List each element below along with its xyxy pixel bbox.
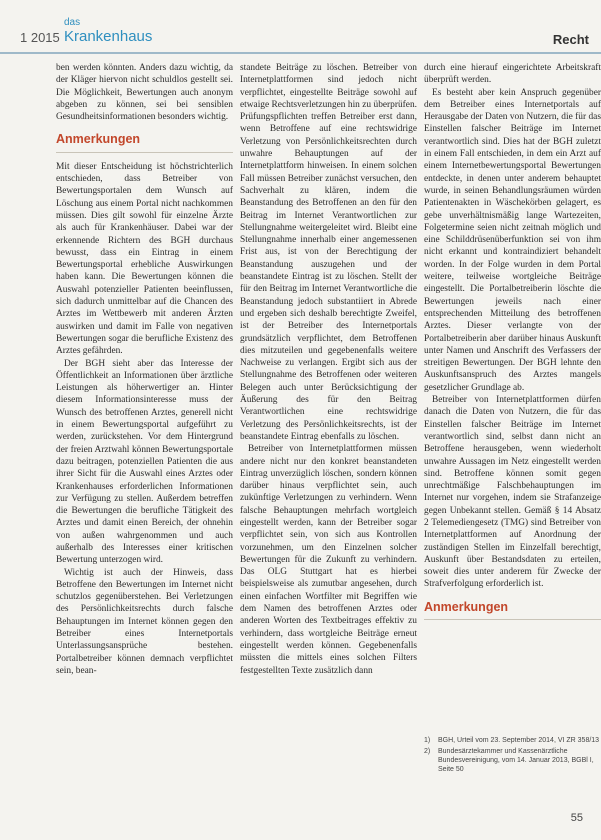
heading-divider — [56, 152, 233, 153]
page-header — [0, 0, 601, 56]
section-heading: Anmerkungen — [56, 132, 141, 147]
paragraph: Wichtig ist auch der Hinweis, dass Betroffene den Bewertungen im Internet nicht schutzlos gegenüberstehen. Bei Verletzungen des Persönlichkeitsrechts durch falsche Behauptungen im Internet können gegen den Betreiber eines Internetportals Unterlassungsansprüche bestehen. Portalbetreiber können demnach verpflichtet sein, bean- — [56, 567, 233, 676]
paragraph: Betreiber von Internetplattformen müssen andere nicht nur den konkret beanstandeten Eintrag unverzüglich löschen, sondern können darüber hinaus verpflichtet sein, auch zukünftige Verletzungen zu verhindern. Wenn falsche Behauptungen mehrfach wortgleich eingestellt werden, kann der Betreiber sogar verpflichtet sein, von sich aus Kontrollen vorzunehmen, um den Einzelnen solcher Bewertungen für die Zukunft zu verhindern. Das OLG Stuttgart hat es hierbei beispielsweise als zumutbar angesehen, durch einen einfachen Wortfilter mit Begriffen wie dem Namen des betroffenen Arztes oder anderen Worten des Textbeitrages effektiv zu verhindern, dass wortgleiche Beiträge erneut eingestellt werden können. Gegebenenfalls müssten die mittels eines solchen Filters festgestellten Texte zusätzlich dann — [240, 444, 417, 676]
paragraph: Der BGH sieht aber das Interesse der Öffentlichkeit an Informationen über ärztliche Leistungen als höherwertiger an. Hinter diesem Informationsinteresse muss der Wunsch des betroffenen Arztes, generell nicht in einem Bewertungsportal aufgeführt zu werden, zurückstehen. Vor dem Hintergrund der freien Arztwahl können Bewertungsportale dazu beitragen, potenziellen Patienten die aus ihrer Sicht für die Auswahl eines Arztes oder Krankenhauses erforderlichen Informationen zur Verfügung zu stellen. Außerdem betreffen die Bewertungen die berufliche Tätigkeit des Arztes und damit einen Bereich, der ohnehin von außen wahrgenommen und auch außerhalb des Interesses einer kritischen Bewertung unterzogen wird. — [56, 358, 233, 566]
logo-main-text: Krankenhaus — [64, 28, 153, 45]
footnote-text: BGH, Urteil vom 23. September 2014, VI ZR 358/13 — [438, 737, 600, 744]
paragraph: durch eine hierauf eingerichtete Arbeitskraft überprüft werden. — [424, 63, 601, 86]
heading-divider — [424, 619, 601, 620]
column-1 — [56, 62, 233, 677]
footnotes — [424, 736, 601, 776]
paragraph: Mit dieser Entscheidung ist höchstrichterlich entschieden, dass Betreiber von Bewertungsportalen dem Wunsch auf Löschung aus einem Portal nicht nachkommen müssen. Dies gilt sowohl für einzelne Ärzte als auch für Krankenhäuser. Dabei war der erkennende Richtern des BGH durchaus bewusst, dass ein Eintrag in einem Bewertungsportal erhebliche Auswirkungen haben kann. Die Bewertungen können die Auswahl potenzieller Patienten beeinflussen, sich dadurch unmittelbar auf die Chancen des Arztes im Wettbewerb mit anderen Ärzten auswirken und damit im Falle von negativen Bewertungen sogar die berufliche Existenz des Arztes gefährden. — [56, 161, 233, 357]
issue-number: 1 2015 — [20, 30, 60, 45]
footnote-text: Bundesärztekammer und Kassenärztliche Bundesvereinigung, vom 14. Januar 2013, BGBl I, Seite 50 — [438, 748, 594, 773]
section-heading: Anmerkungen — [424, 599, 509, 614]
footnote — [424, 747, 601, 774]
header-divider — [0, 52, 601, 54]
paragraph: ben werden könnten. Anders dazu wichtig, da der Kläger hiervon nicht schuldlos gestellt sei. Die Möglichkeit, Bewertungen auch anonym abgeben zu können, sei bei sensiblen Gesundheitsinformationen besonders wichtig. — [56, 63, 233, 123]
footnote-number: 2) — [424, 748, 431, 755]
paragraph: Betreiber von Internetplattformen dürfen danach die Daten von Nutzern, die für das Einstellen falscher Beiträge im Internet verantwortlich sind, selbst dann nicht an Betroffene herausgeben, wenn wiederholt unwahre Aussagen im Netz eingestellt werden sind. Betroffene können somit gegen unrechtmäßige Falschbehauptungen im Internet nur vorgehen, indem sie Strafanzeige gegen Unbekannt stellen. Gemäß § 14 Absatz 2 Telemediengesetz (TMG) sind Betreiber von Internetplattformen auf Anordnung der zuständigen Stellen im Einzelfall berechtigt, Auskunft über Bestandsdaten zu erteilen, soweit dies unter anderem für Zwecke der Strafverfolgung erforderlich ist. — [424, 395, 601, 590]
paragraph: standete Beiträge zu löschen. Betreiber von Internetplattformen sind jedoch nicht verpflichtet, eingestellte Beiträge sowohl auf etwaige Rechtsverletzungen hin zu überprüfen. Prüfungspflichten treffen Betreiber erst dann, wenn Betroffene auf eine rechtswidrige Verletzung von Persönlichkeitsrechten durch unwahre Behauptungen auf der Internetplattform hinweisen. In einem solchen Fall müssen Betreiber zunächst versuchen, den Sachverhalt zu klären, indem die Beanstandung des Betroffenen an den für den Beitrag im Internet Verantwortlichen zur Stellungnahme weitergeleitet wird. Bleibt eine Stellungnahme innerhalb einer angemessenen Frist aus, ist von der Berechtigung der Beanstandung auszugehen und der beanstandete Eintrag ist zu löschen. Stellt der für den Beitrag im Internet Verantwortliche die Beanstandung jedoch substantiiert in Abrede und ergeben sich deshalb berechtigte Zweifel, ist der Betreiber des Internetportals grundsätzlich verpflichtet, dem Betroffenen dies mitzuteilen und gegebenenfalls weitere Nachweise zu verlangen. Ergibt sich aus der Stellungnahme des Betroffenen oder weiteren Belegen auch unter Berücksichtigung der Äußerung des für den Beitrag Verantwortlichen eine rechtswidrige Verletzung des Persönlichkeitsrechts, ist der beanstandete Eintrag ebenfalls zu löschen. — [240, 63, 417, 442]
section-title: Recht — [552, 32, 589, 47]
footnote-number: 1) — [424, 737, 431, 744]
column-3 — [424, 62, 601, 628]
magazine-logo — [64, 17, 153, 45]
logo-top-text: das — [64, 17, 81, 28]
column-2 — [240, 62, 417, 677]
paragraph: Es besteht aber kein Anspruch gegenüber dem Betreiber eines Internetportals auf Herausgabe der Daten von Nutzern, die für das Einstellen falscher Beiträge im Internet verantwortlich sind. Dies hat der BGH zuletzt in einem Fall entschieden, in dem ein Arzt auf einem Internetbewertungsportal Bewertungen entdeckte, in denen unter anderem behauptet wurde, in seinen Behandlungsräumen würden Patientenakten in Wäschekörben gelagert, es gebe unverhältnismäßig lange Wartezeiten, Folgetermine seien nicht zeitnah möglich und eine Schilddrüsenüberfunktion sei von ihm nicht erkannt und kontraindiziert behandelt worden. In der Folge wurden in dem Portal weitere, teilweise wortgleiche Beiträge eingestellt. Die Portalbetreiberin löschte die Bewertungen jeweils nach einer entsprechenden Mitteilung des betroffenen Arztes. Dieser verlangte von der Portalbetreiberin aber darüber hinaus Auskunft unter Namen und Anschrift des Verfassers der streitigen Bewertungen. Der BGH lehnte den Auskunftsanspruch des Arztes mangels gesetzlicher Grundlage ab. — [424, 87, 601, 393]
page-number: 55 — [570, 812, 583, 824]
footnote — [424, 736, 601, 745]
